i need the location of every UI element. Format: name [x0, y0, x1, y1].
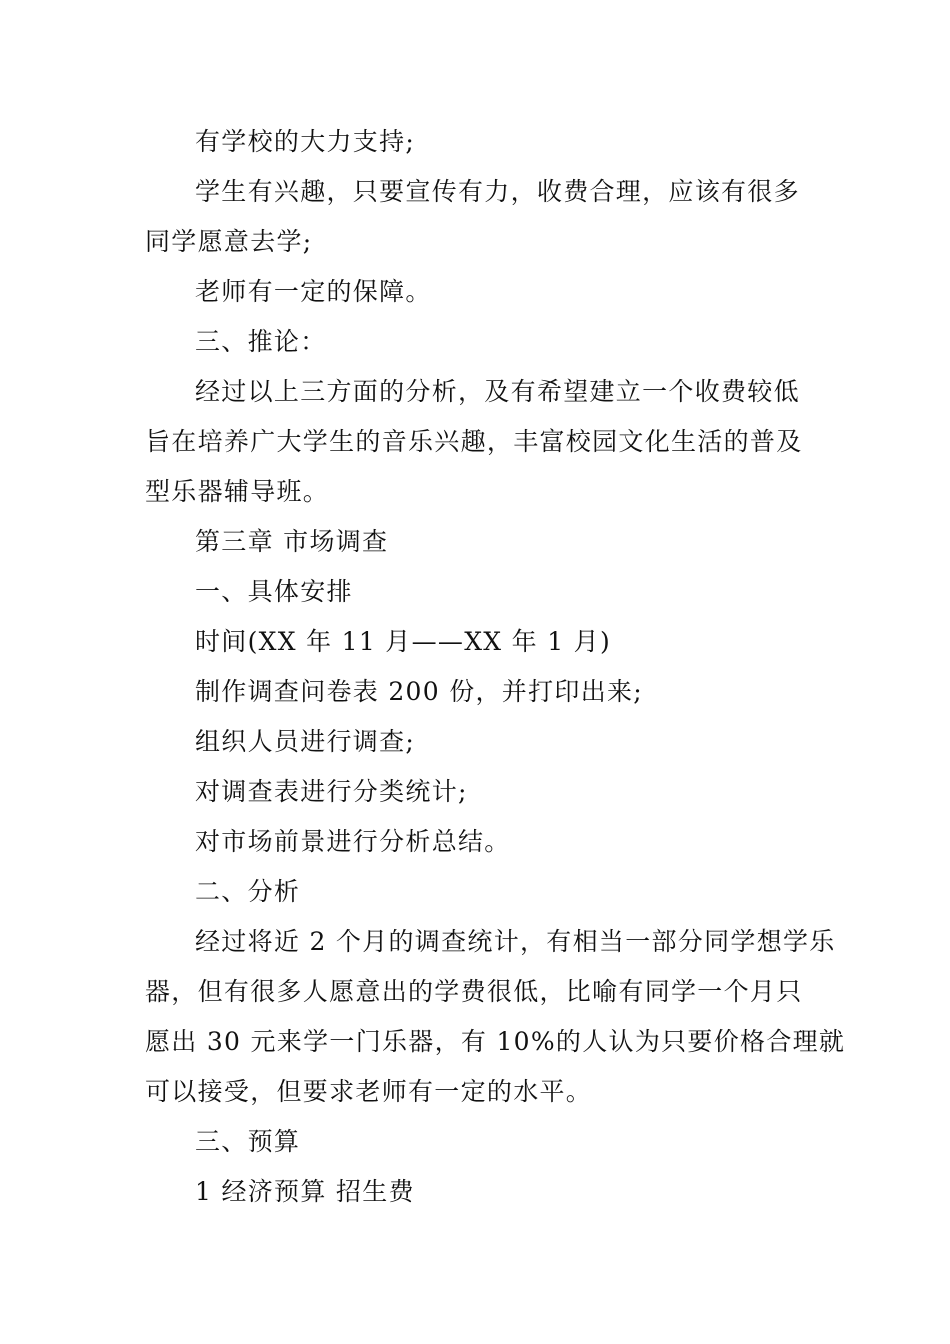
text-line: 时间(XX 年 11 月——XX 年 1 月) — [195, 627, 611, 656]
text-line: 旨在培养广大学生的音乐兴趣，丰富校园文化生活的普及 — [145, 427, 803, 456]
section-heading: 三、推论： — [195, 327, 327, 356]
text-line: 学生有兴趣，只要宣传有力，收费合理，应该有很多 — [195, 177, 800, 206]
text-line: 可以接受，但要求老师有一定的水平。 — [145, 1077, 593, 1106]
text-line: 对调查表进行分类统计; — [195, 777, 468, 806]
text-line: 愿出 30 元来学一门乐器，有 10%的人认为只要价格合理就 — [145, 1027, 846, 1056]
text-line: 1 经济预算 招生费 — [195, 1177, 415, 1206]
section-heading: 一、具体安排 — [195, 577, 353, 606]
text-line: 同学愿意去学; — [145, 227, 313, 256]
text-line: 有学校的大力支持; — [195, 127, 416, 156]
text-line: 老师有一定的保障。 — [195, 277, 432, 306]
text-line: 组织人员进行调查; — [195, 727, 416, 756]
text-line: 经过以上三方面的分析，及有希望建立一个收费较低 — [195, 377, 800, 406]
text-line: 经过将近 2 个月的调查统计，有相当一部分同学想学乐 — [195, 927, 836, 956]
text-line: 型乐器辅导班。 — [145, 477, 330, 506]
chapter-heading: 第三章 市场调查 — [195, 527, 389, 556]
text-line: 器，但有很多人愿意出的学费很低，比喻有同学一个月只 — [145, 977, 803, 1006]
document-body — [145, 117, 846, 1217]
text-line: 对市场前景进行分析总结。 — [195, 827, 511, 856]
section-heading: 二、分析 — [195, 877, 301, 906]
text-line: 制作调查问卷表 200 份，并打印出来; — [195, 677, 644, 706]
section-heading: 三、预算 — [195, 1127, 301, 1156]
